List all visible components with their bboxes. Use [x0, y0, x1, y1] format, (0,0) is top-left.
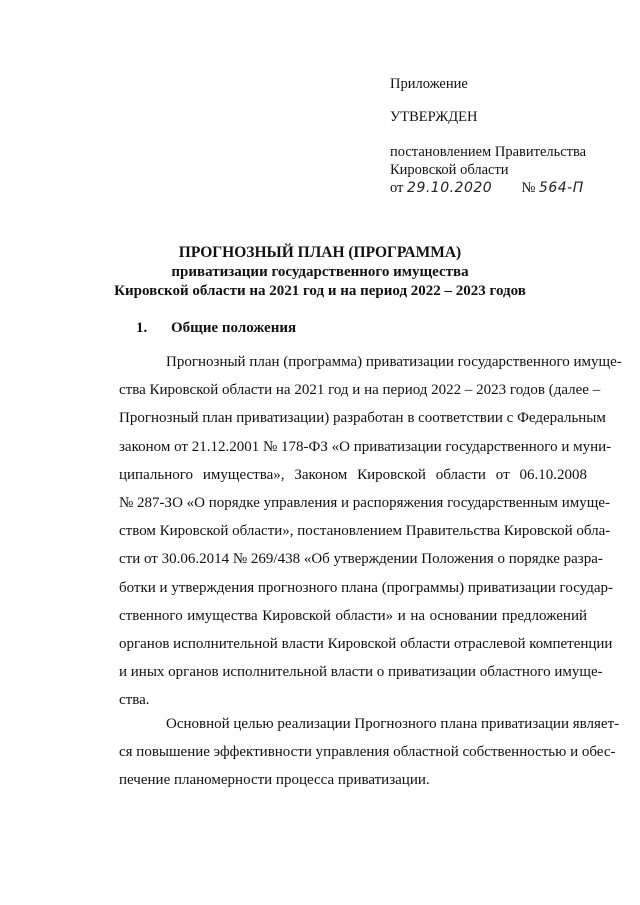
appendix-label: Приложение: [390, 76, 468, 92]
document-subtitle-1: приватизации государственного имущества: [171, 264, 469, 280]
paragraph-line: ципального имущества», Законом Кировской области от 06.10.2008: [119, 466, 587, 483]
paragraph-line: ством Кировской области», постановлением Правительства Кировской обла-: [119, 523, 611, 540]
handwritten-date: 29.10.2020: [407, 180, 493, 196]
document-subtitle-2: Кировской области на 2021 год и на период 2022 – 2023 годов: [114, 283, 526, 299]
paragraph-line: № 287-ЗО «О порядке управления и распоряжения государственным имуще-: [119, 494, 611, 511]
paragraph-line: Прогнозный план (программа) приватизации государственного имуще-: [166, 354, 622, 370]
paragraph-line: Основной целью реализации Прогнозного плана приватизации являет-: [166, 716, 620, 732]
paragraph-line: ства Кировской области на 2021 год и на период 2022 – 2023 годов (далее –: [119, 382, 601, 399]
paragraph-line: ства.: [119, 692, 150, 709]
paragraph-2: [119, 710, 620, 795]
decree-line-1: постановлением Правительства: [390, 144, 587, 160]
section-heading: Общие положения: [171, 320, 297, 336]
paragraph-line: ботки и утверждения прогнозного плана (программы) приватизации государ-: [119, 579, 613, 596]
paragraph-line: Прогнозный план приватизации) разработан в соответствии с Федеральным: [119, 410, 606, 427]
document-title: ПРОГНОЗНЫЙ ПЛАН (ПРОГРАММА): [178, 244, 462, 261]
section-number: 1.: [136, 320, 148, 336]
paragraph-line: органов исполнительной власти Кировской области отраслевой компетенции: [119, 635, 613, 652]
paragraph-line: ственного имущества Кировской области» и на основании предложений: [119, 607, 587, 624]
date-prefix: от: [390, 180, 404, 196]
decree-line-2: Кировской области: [390, 162, 509, 178]
handwritten-number: 564-П: [538, 180, 584, 196]
paragraph-line: законом от 21.12.2001 № 178-ФЗ «О приватизации государственного и муни-: [119, 438, 612, 455]
approved-label: УТВЕРЖДЕН: [390, 109, 478, 125]
paragraph-line: печение планомерности процесса приватизации.: [119, 772, 430, 789]
paragraph-line: и иных органов исполнительной власти о приватизации областного имуще-: [119, 664, 603, 681]
paragraph-line: сти от 30.06.2014 № 269/438 «Об утверждении Положения о порядке разра-: [119, 551, 603, 568]
paragraph-1: [119, 348, 622, 714]
number-prefix: №: [521, 180, 536, 196]
decree-date-number: [390, 180, 584, 197]
paragraph-line: ся повышение эффективности управления областной собственностью и обес-: [119, 744, 616, 761]
